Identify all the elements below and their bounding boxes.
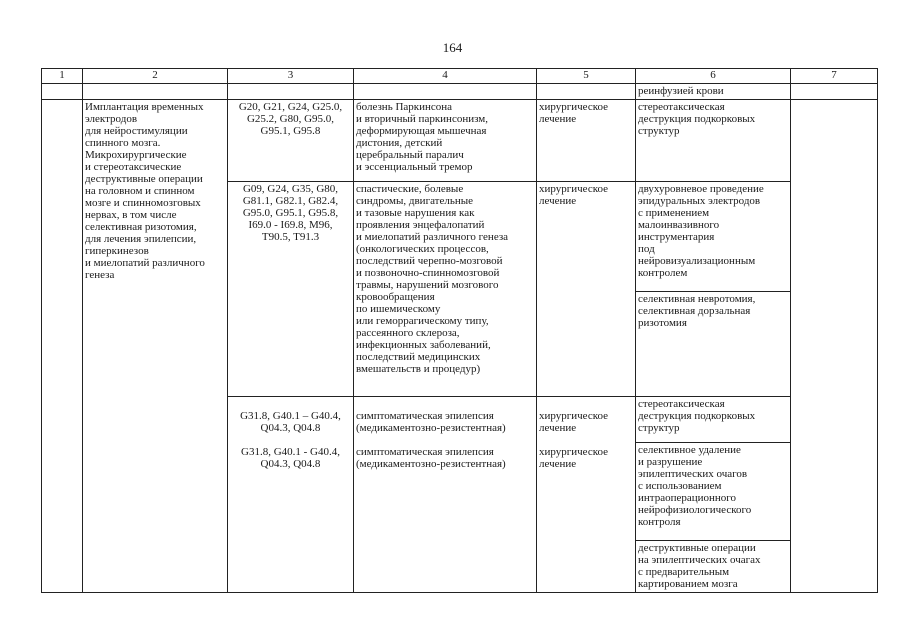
icd-codes-cell: G09, G24, G35, G80, G81.1, G82.1, G82.4, G95.0, G95.1, G95.8, I69.0 - I69.8, M96, T90.5, T91.3 xyxy=(228,182,354,397)
procedures-table xyxy=(41,68,878,593)
icd-codes-cell: G20, G21, G24, G25.0, G25.2, G80, G95.0, G95.1, G95.8 xyxy=(228,100,354,182)
page-number: 164 xyxy=(442,40,463,55)
diagnosis-cell xyxy=(354,397,537,593)
treatment-method-cell: селективное удаление и разрушение эпилептических очагов с использованием интраоперационного нейрофизиологического контроля xyxy=(636,443,791,541)
treatment-method-cell: деструктивные операции на эпилептических очагах с предварительным картированием мозга xyxy=(636,541,791,593)
treatment-type-cell xyxy=(537,397,636,593)
treatment-method-cell: стереотаксическая деструкция подкорковых структур xyxy=(636,100,791,182)
cell-empty xyxy=(83,84,228,100)
column-header: 3 xyxy=(228,69,354,84)
diagnosis-text: симптоматическая эпилепсия (медикаментозно-резистентная) xyxy=(356,446,506,470)
icd-codes-text: G31.8, G40.1 – G40.4, Q04.3, Q04.8 xyxy=(240,410,341,434)
diagnosis-cell: болезнь Паркинсона и вторичный паркинсонизм, деформирующая мышечная дистония, детский церебральный паралич и эссенциальный тремор xyxy=(354,100,537,182)
treatment-type-cell: хирургическое лечение xyxy=(537,182,636,397)
treatment-method-cell: реинфузией крови xyxy=(636,84,791,100)
column-header: 2 xyxy=(83,69,228,84)
column-header: 1 xyxy=(42,69,83,84)
intervention-name-cell: Имплантация временных электродов для нейростимуляции спинного мозга. Микрохирургические и стереотаксические деструктивные операции на головном и спинном мозге и спинномозговых нервах, в том числе селективная ризотомия, для лечения эпилепсии, гиперкинезов и миелопатий различного генеза xyxy=(83,100,228,593)
cell-empty xyxy=(228,84,354,100)
treatment-method-cell: селективная невротомия, селективная дорзальная ризотомия xyxy=(636,292,791,397)
column-header: 4 xyxy=(354,69,537,84)
diagnosis-cell: спастические, болевые синдромы, двигательные и тазовые нарушения как проявления энцефалопатий и миелопатий различного генеза (онкологических процессов, последствий черепно-мозговой и позвоночно-спинномозговой травмы, нарушений мозгового кровообращения по ишемическому или геморрагическому типу, рассеянного склероза, инфекционных заболеваний, последствий медицинских вмешательств и процедур) xyxy=(354,182,537,397)
cell-empty xyxy=(42,100,83,593)
icd-codes-text: G31.8, G40.1 - G40.4, Q04.3, Q04.8 xyxy=(241,446,340,470)
column-header: 7 xyxy=(791,69,878,84)
diagnosis-text: симптоматическая эпилепсия (медикаментозно-резистентная) xyxy=(356,410,506,434)
header-row xyxy=(42,69,878,84)
treatment-type-text: хирургическое лечение xyxy=(539,410,609,434)
continuation-row xyxy=(42,84,878,100)
column-header: 6 xyxy=(636,69,791,84)
cell-empty xyxy=(42,84,83,100)
cell-empty xyxy=(791,84,878,100)
treatment-method-cell: двухуровневое проведение эпидуральных электродов с применением малоинвазивного инструментария под нейровизуализационным контролем xyxy=(636,182,791,292)
table-row xyxy=(42,100,878,182)
treatment-type-text: хирургическое лечение xyxy=(539,446,609,470)
treatment-method-cell: стереотаксическая деструкция подкорковых структур xyxy=(636,397,791,443)
cell-empty xyxy=(537,84,636,100)
treatment-type-cell: хирургическое лечение xyxy=(537,100,636,182)
cell-empty xyxy=(791,100,878,593)
column-header: 5 xyxy=(537,69,636,84)
icd-codes-cell xyxy=(228,397,354,593)
cell-empty xyxy=(354,84,537,100)
